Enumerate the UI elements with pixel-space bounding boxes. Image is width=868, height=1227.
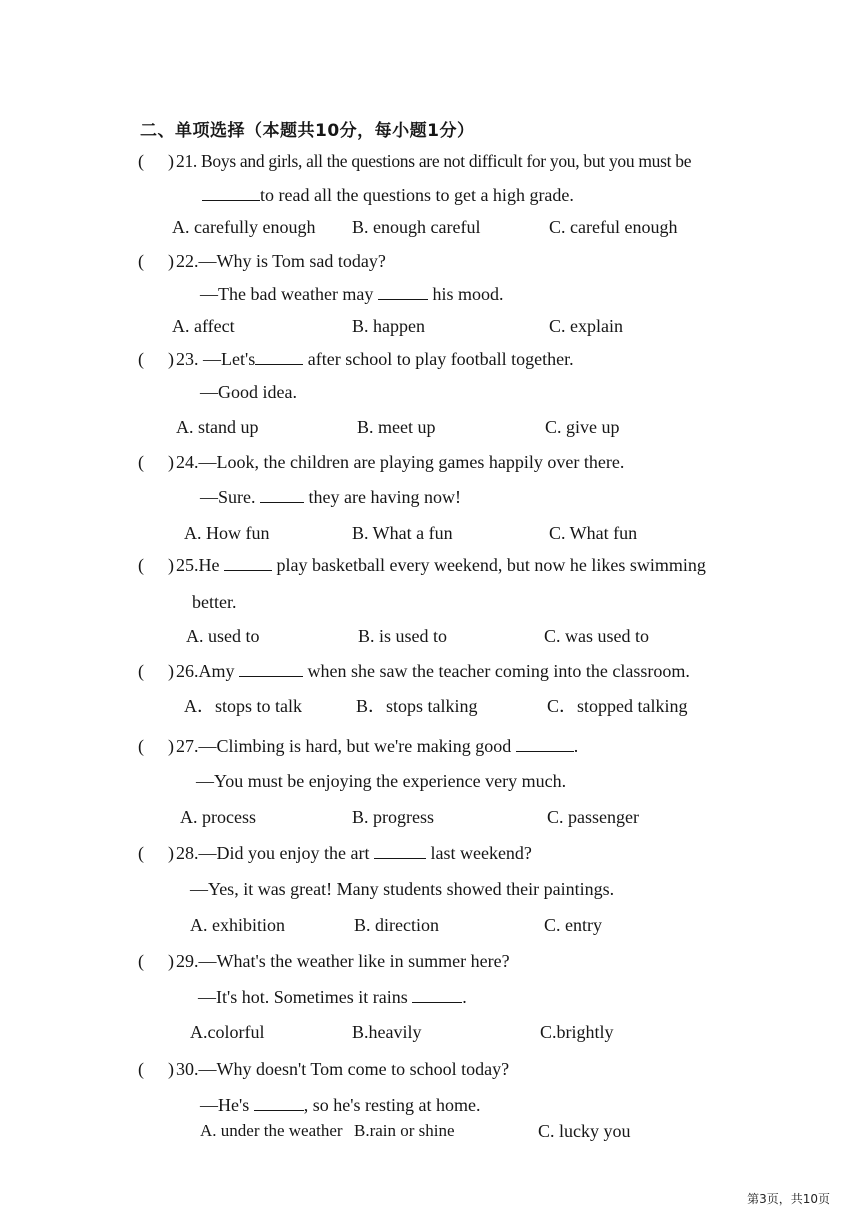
question-24-line2: —Sure. they are having now! (200, 487, 461, 507)
option-c[interactable]: C. entry (544, 915, 602, 935)
option-b[interactable]: B. progress (352, 807, 434, 827)
option-b[interactable]: B. is used to (358, 626, 448, 646)
option-a[interactable]: A. stand up (176, 417, 259, 437)
option-b[interactable]: B．stops talking (356, 696, 478, 716)
question-25-line2: better. (192, 592, 237, 612)
answer-blank[interactable] (224, 554, 272, 571)
option-a[interactable]: A. carefully enough (172, 217, 316, 237)
question-28-stem: 28.—Did you enjoy the art last weekend? (176, 843, 532, 863)
answer-blank[interactable] (378, 283, 428, 300)
question-23-line2: —Good idea. (200, 382, 297, 402)
question-27-line2: —You must be enjoying the experience very much. (196, 771, 567, 791)
option-a[interactable]: A.colorful (190, 1022, 265, 1042)
option-a[interactable]: A. How fun (184, 523, 270, 543)
page-number: 第3页，共10页 (747, 1192, 830, 1206)
option-c[interactable]: C．stopped talking (547, 696, 688, 716)
answer-blank[interactable] (239, 660, 303, 677)
option-a[interactable]: A. exhibition (190, 915, 285, 935)
option-c[interactable]: C. careful enough (549, 217, 678, 237)
option-b[interactable]: B. What a fun (352, 523, 453, 543)
question-21-line2: to read all the questions to get a high grade. (202, 184, 574, 206)
option-c[interactable]: C. What fun (549, 523, 638, 543)
option-c[interactable]: C. lucky you (538, 1121, 631, 1141)
option-b[interactable]: B. happen (352, 316, 425, 336)
question-29-line2: —It's hot. Sometimes it rains . (198, 987, 467, 1007)
question-21-stem: 21. Boys and girls, all the questions are not difficult for you, but you must be (176, 151, 692, 171)
option-b[interactable]: B.rain or shine (354, 1121, 455, 1140)
option-c[interactable]: C. passenger (547, 807, 639, 827)
answer-blank[interactable] (255, 348, 303, 365)
question-22-stem: 22.—Why is Tom sad today? (176, 251, 386, 271)
question-26-stem: 26.Amy when she saw the teacher coming into the classroom. (176, 661, 690, 681)
question-24-stem: 24.—Look, the children are playing games happily over there. (176, 452, 625, 472)
option-b[interactable]: B.heavily (352, 1022, 422, 1042)
option-b[interactable]: B. direction (354, 915, 439, 935)
option-a[interactable]: A．stops to talk (184, 696, 303, 716)
section-title: 二、单项选择（本题共10分，每小题1分） (140, 121, 475, 141)
option-c[interactable]: C.brightly (540, 1022, 614, 1042)
option-c[interactable]: C. explain (549, 316, 623, 336)
answer-blank[interactable] (202, 184, 260, 201)
option-a[interactable]: A. under the weather (200, 1121, 343, 1140)
option-a[interactable]: A. process (180, 807, 256, 827)
option-b[interactable]: B. enough careful (352, 217, 481, 237)
answer-blank[interactable] (374, 842, 426, 859)
option-c[interactable]: C. give up (545, 417, 620, 437)
option-c[interactable]: C. was used to (544, 626, 649, 646)
question-25-stem: 25.He play basketball every weekend, but now he likes swimming (176, 555, 706, 575)
answer-blank[interactable] (412, 986, 462, 1003)
answer-blank[interactable] (254, 1094, 304, 1111)
question-23-stem: 23. —Let's after school to play football together. (176, 349, 574, 369)
question-28-line2: —Yes, it was great! Many students showed their paintings. (190, 879, 615, 899)
question-27-stem: 27.—Climbing is hard, but we're making good . (176, 736, 579, 756)
answer-blank[interactable] (516, 735, 574, 752)
answer-blank[interactable] (260, 486, 304, 503)
option-a[interactable]: A. affect (172, 316, 235, 336)
exam-page: 二、单项选择（本题共10分，每小题1分） ( ) 21. Boys and girls, all the questions are not difficult for you, but you must be to read all the questions to get a high grade. A. carefully enough B. enough careful C. careful enough ( ) 22.—Why is Tom sad today? —The bad weather may his mood. A. affect B. happen C. explain ( ) 23. —Let's after school to play football together. —Good idea. A. stand up B. meet up C. give up ( ) 24.—Look, the children are playing games happily over there. —Sure. they are having now! A. How fun B. What a fun C. What fun ( ) 25.He play basketball every weekend, but now he likes swimming better. A. used to B. is used to C. was used to ( ) 26.Amy when she saw the teacher coming into the classroom. A．stops to talk B．stops talking C．stopped talking ( ) 27.—Climbing is hard, but we're making good . —You must be enjoying the experience very much. A. process B. progress C. passenger ( ) 28.—Did you enjoy the art last weekend? —Yes, it was great! Many students showed their paintings. A. exhibition B. direction C. entry ( ) 29.—What's the weather like in summer here? —It's hot. Sometimes it rains . A.colorful B.heavily C.brightly ( ) 30.—Why doesn't Tom come to school today? —He's , so he's resting at home. A. under the weather B.rain or shine C. lucky you 第3页，共10页 (0, 0, 868, 1227)
question-29-stem: 29.—What's the weather like in summer here? (176, 951, 510, 971)
option-a[interactable]: A. used to (186, 626, 260, 646)
question-30-stem: 30.—Why doesn't Tom come to school today? (176, 1059, 510, 1079)
question-30-line2: —He's , so he's resting at home. (200, 1095, 481, 1115)
option-b[interactable]: B. meet up (357, 417, 436, 437)
question-22-line2: —The bad weather may his mood. (200, 284, 504, 304)
